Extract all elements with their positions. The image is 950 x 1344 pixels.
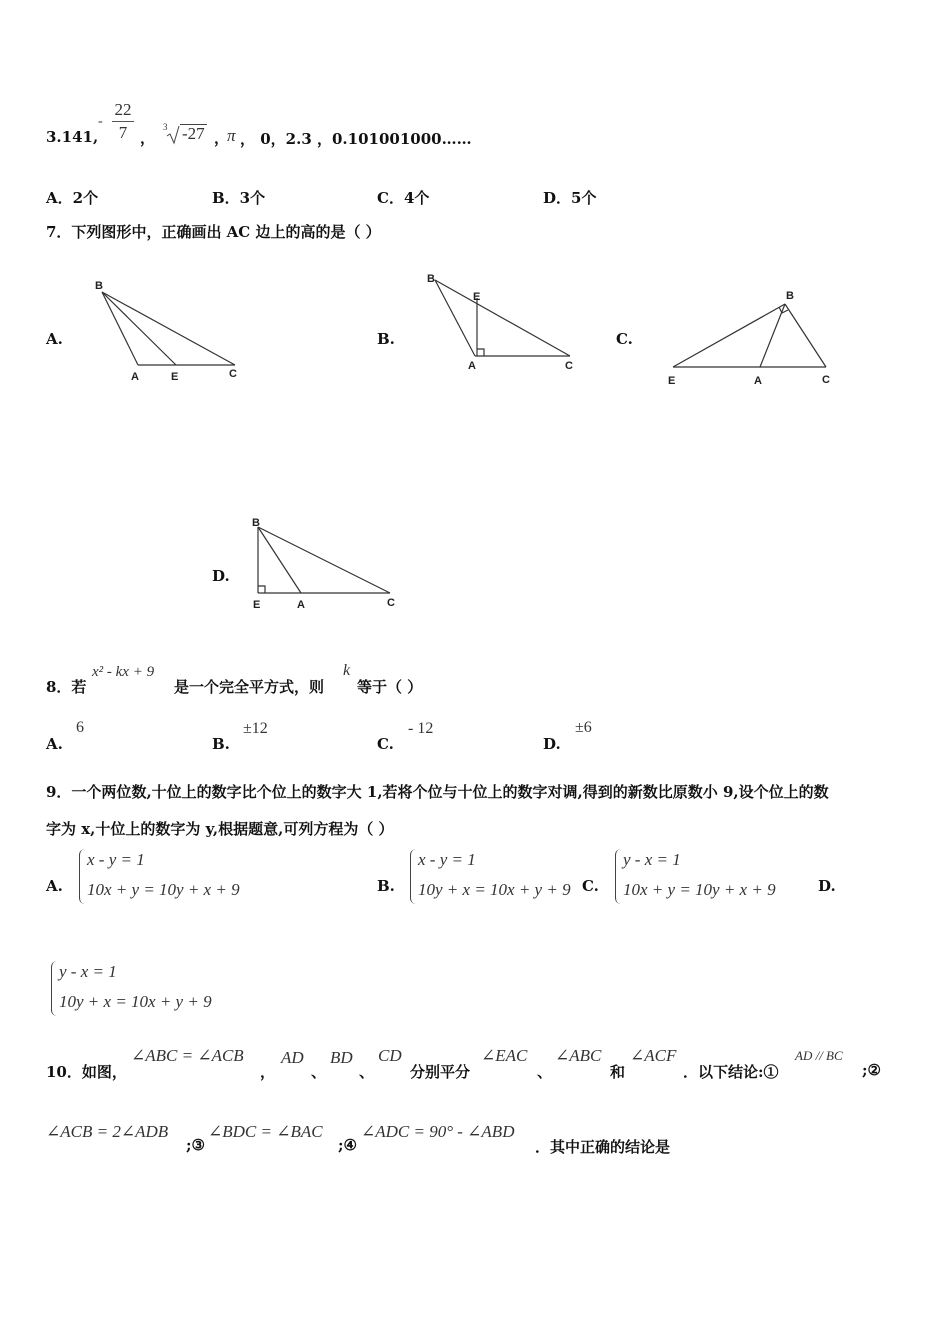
q10-sep1: 、 bbox=[311, 1063, 327, 1081]
segment-ba bbox=[760, 304, 785, 367]
point-a-label: A bbox=[297, 599, 305, 611]
q10-eac: ∠EAC bbox=[481, 1046, 528, 1065]
point-c-label: C bbox=[822, 374, 830, 386]
q8-option-a-letter: A. bbox=[46, 735, 63, 753]
q10-mark-4: ;④ bbox=[338, 1136, 357, 1154]
q10-sep2: 、 bbox=[359, 1063, 375, 1081]
q7-label-c: C. bbox=[616, 330, 633, 348]
point-c-label: C bbox=[565, 360, 573, 372]
q8-option-c-value: - 12 bbox=[408, 720, 434, 737]
q10-conclusions-intro: ．以下结论:① bbox=[683, 1063, 779, 1081]
q8-var-k: k bbox=[343, 662, 351, 679]
q6-fraction-denominator: 7 bbox=[118, 123, 128, 142]
q10-conclusion-2: ∠ACB = 2∠ADB bbox=[46, 1122, 169, 1141]
q6-sep1: ， bbox=[140, 129, 156, 147]
q9-stem-line2: 字为 x,十位上的数字为 y,根据题意,可列方程为（ ） bbox=[46, 820, 394, 838]
q10-comma1: ， bbox=[260, 1063, 276, 1081]
q9-system-b-eq2: 10y + x = 10x + y + 9 bbox=[418, 880, 571, 899]
q9-system-c-eq2: 10x + y = 10y + x + 9 bbox=[623, 880, 776, 899]
q6-n1: 3.141, bbox=[46, 128, 99, 146]
point-b-label: B bbox=[427, 273, 435, 285]
point-e-label: E bbox=[253, 599, 261, 611]
q9-option-a-letter: A. bbox=[46, 877, 63, 895]
q8-suffix: 等于（ ） bbox=[357, 678, 423, 696]
point-a-label: A bbox=[754, 375, 762, 387]
point-b-label: B bbox=[252, 517, 260, 529]
point-b-label: B bbox=[95, 280, 103, 292]
point-c-label: C bbox=[387, 597, 395, 609]
q6-fraction bbox=[110, 100, 136, 143]
q10-ending: ．其中正确的结论是 bbox=[535, 1138, 671, 1156]
brace-icon bbox=[410, 849, 416, 904]
right-angle-mark bbox=[258, 586, 265, 593]
q6-sep2: ， bbox=[214, 129, 230, 147]
q7-figure-b bbox=[420, 265, 585, 375]
q9-system-d-eq2: 10y + x = 10x + y + 9 bbox=[59, 992, 212, 1011]
q6-option-a: A．2个 bbox=[46, 189, 99, 207]
q10-conclusion-4: ∠ADC = 90° - ∠ABD bbox=[361, 1122, 515, 1141]
q9-system-a-eq1: x - y = 1 bbox=[87, 850, 145, 869]
q6-cuberoot-index: 3 bbox=[163, 122, 168, 132]
segment-bc bbox=[258, 527, 390, 593]
q7-figure-c bbox=[660, 280, 840, 390]
q10-abc: ∠ABC bbox=[555, 1046, 602, 1065]
q8-option-b-value: ±12 bbox=[243, 720, 268, 737]
q6-option-d: D．5个 bbox=[543, 189, 597, 207]
q8-option-d-letter: D. bbox=[543, 735, 561, 753]
point-a-label: A bbox=[468, 360, 476, 372]
q10-and: 和 bbox=[610, 1063, 626, 1081]
point-a-label: A bbox=[131, 371, 139, 383]
right-angle-mark bbox=[477, 349, 484, 356]
point-e-label: E bbox=[473, 291, 481, 303]
q9-system-b-eq1: x - y = 1 bbox=[418, 850, 476, 869]
q7-label-a: A. bbox=[46, 330, 63, 348]
q10-sep3: 、 bbox=[537, 1063, 553, 1081]
q6-option-b: B．3个 bbox=[212, 189, 266, 207]
segment-bc bbox=[785, 304, 826, 367]
q8-mid: 是一个完全平方式，则 bbox=[174, 678, 325, 696]
q10-cd: CD bbox=[378, 1046, 402, 1065]
q10-conclusion-1: AD // BC bbox=[795, 1048, 843, 1063]
q7-stem: 7．下列图形中，正确画出 AC 边上的高的是（ ） bbox=[46, 223, 381, 241]
q10-ad: AD bbox=[281, 1048, 304, 1067]
q10-given: ∠ABC = ∠ACB bbox=[131, 1046, 244, 1065]
q9-stem-line1: 9．一个两位数,十位上的数字比个位上的数字大 1,若将个位与十位上的数字对调,得到的新数比原数小 9,设个位上的数 bbox=[46, 783, 829, 801]
q9-system-d-eq1: y - x = 1 bbox=[59, 962, 117, 981]
segment-be bbox=[673, 304, 785, 367]
brace-icon bbox=[615, 849, 621, 904]
q7-figure-a bbox=[90, 272, 250, 387]
q6-n2-minus: - bbox=[98, 114, 103, 129]
q6-fraction-numerator: 22 bbox=[114, 100, 132, 119]
segment-ba bbox=[102, 292, 138, 365]
segment-be bbox=[102, 292, 176, 365]
point-b-label: B bbox=[786, 290, 794, 302]
segment-bc bbox=[102, 292, 235, 365]
q7-label-d: D. bbox=[212, 567, 230, 585]
q10-bisect: 分别平分 bbox=[410, 1063, 471, 1081]
q9-option-d-letter: D. bbox=[818, 877, 836, 895]
radical-sign-icon bbox=[166, 125, 180, 145]
q8-prefix: 8．若 bbox=[46, 678, 87, 696]
q6-cuberoot-radicand: -27 bbox=[182, 124, 205, 143]
q7-figure-d bbox=[245, 510, 410, 615]
q9-system-a-eq2: 10x + y = 10y + x + 9 bbox=[87, 880, 240, 899]
q10-mark-2: ;② bbox=[862, 1061, 881, 1079]
q8-expression: x² - kx + 9 bbox=[92, 664, 155, 680]
point-e-label: E bbox=[171, 371, 179, 383]
q7-label-b: B. bbox=[377, 330, 395, 348]
point-e-label: E bbox=[668, 375, 676, 387]
q10-conclusion-3: ∠BDC = ∠BAC bbox=[208, 1122, 323, 1141]
q9-option-c-letter: C. bbox=[582, 877, 599, 895]
segment-ba bbox=[258, 527, 301, 593]
q10-acf: ∠ACF bbox=[630, 1046, 677, 1065]
q10-bd: BD bbox=[330, 1048, 353, 1067]
brace-icon bbox=[51, 961, 57, 1016]
q8-option-c-letter: C. bbox=[377, 735, 394, 753]
q9-system-c-eq1: y - x = 1 bbox=[623, 850, 681, 869]
q6-pi: π bbox=[227, 126, 236, 145]
q6-option-c: C．4个 bbox=[377, 189, 430, 207]
q8-option-d-value: ±6 bbox=[575, 719, 592, 736]
q10-mark-3: ;③ bbox=[186, 1136, 205, 1154]
q8-option-b-letter: B. bbox=[212, 735, 230, 753]
q6-tail: ， 0，2.3 ，0.101001000…… bbox=[240, 130, 472, 148]
q9-option-b-letter: B. bbox=[377, 877, 395, 895]
point-c-label: C bbox=[229, 368, 237, 380]
brace-icon bbox=[79, 849, 85, 904]
q10-prefix: 10．如图， bbox=[46, 1063, 127, 1081]
q8-option-a-value: 6 bbox=[76, 719, 84, 736]
